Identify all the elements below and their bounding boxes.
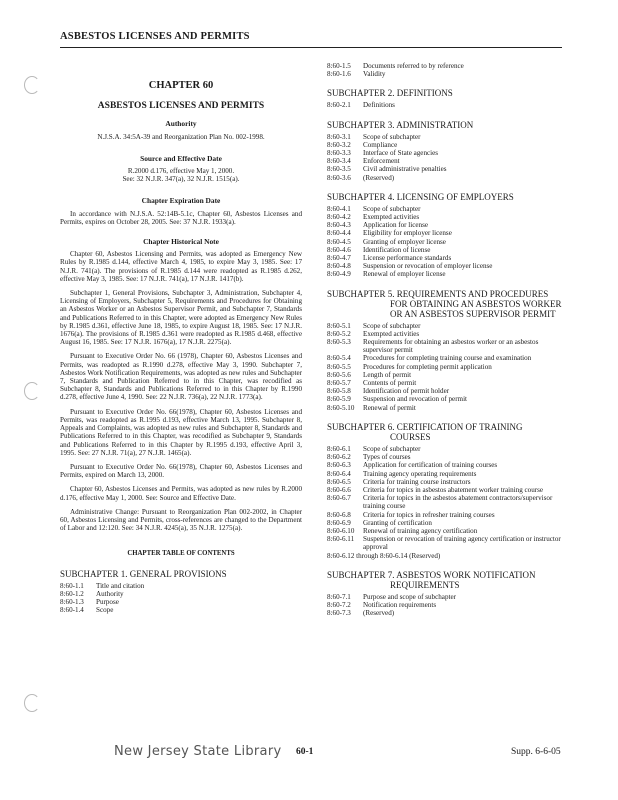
subchapter-3-list <box>327 133 563 182</box>
subchapter-4-list <box>327 205 563 279</box>
toc-entry[interactable]: 8:60-4.9 Renewal of employer license <box>327 270 446 279</box>
toc-entry[interactable]: 8:60-5.3 Requirements for obtaining an asbestos worker or an asbestos supervisor permit <box>327 338 539 355</box>
source-line-2: See: 32 N.J.R. 347(a), 32 N.J.R. 1515(a). <box>122 175 240 184</box>
toc-entry[interactable]: 8:60-3.2 Compliance <box>327 140 398 149</box>
history-paragraph: Chapter 60, Asbestos Licenses and Permits, was adopted as new rules by R.2000 d.176, effective May 1, 2000. See: Source and Effective Date. <box>60 485 302 502</box>
subchapter-2-heading: SUBCHAPTER 2. DEFINITIONS <box>327 88 453 99</box>
toc-entry[interactable]: 8:60-7.2 Notification requirements <box>327 600 437 609</box>
punch-hole-bottom <box>24 694 40 712</box>
toc-entry[interactable]: 8:60-4.2 Exempted activities <box>327 213 420 222</box>
toc-entry[interactable]: 8:60-6.9 Granting of certification <box>327 518 432 527</box>
toc-entry[interactable]: 8:60-6.3 Application for certification of training courses <box>327 461 498 470</box>
toc-entry[interactable]: 8:60-4.1 Scope of subchapter <box>327 204 421 213</box>
toc-entry[interactable]: 8:60-5.2 Exempted activities <box>327 329 420 338</box>
history-paragraph: Subchapter 1, General Provisions, Subchapter 3, Administration, Subchapter 4, Licensing of Employers, Subchapter 5, Requirements and Procedures for Obtaining an Asbestos Worker or an Asbestos Supervisor Permit, and Subchapter 7, Standards and Publications Referred to in this Chapter, were adopted as Emergency New Rules by R.1985 d.361, effective June 18, 1985, to expire August 18, 1985. See: 17 N.J.R. 1676(a). The provisions of R.1985 d.361 were readopted as R.1985 d.468, effective August 16, 1985. See: 17 N.J.R. 1676(a), 17 N.J.R. 2275(a). <box>60 289 302 347</box>
toc-entry[interactable]: 8:60-2.1 Definitions <box>327 101 395 110</box>
toc-entry[interactable]: 8:60-6.10 Renewal of training agency certification <box>327 526 478 535</box>
subchapter-6-heading: SUBCHAPTER 6. CERTIFICATION OF TRAINING COURSES <box>327 421 523 442</box>
subchapter-7-heading: SUBCHAPTER 7. ASBESTOS WORK NOTIFICATION REQUIREMENTS <box>327 569 536 590</box>
toc-entry[interactable]: 8:60-6.11 Suspension or revocation of training agency certification or instructor approval <box>327 535 561 552</box>
subchapter-1-list <box>60 582 302 615</box>
subchapter-1-list-continued <box>327 62 563 78</box>
toc-entry[interactable]: 8:60-7.3 (Reserved) <box>327 609 395 618</box>
history-heading: Chapter Historical Note <box>143 237 219 247</box>
toc-entry[interactable]: 8:60-5.8 Identification of permit holder <box>327 387 450 396</box>
subchapter-2-list <box>327 101 563 109</box>
chapter-title: ASBESTOS LICENSES AND PERMITS <box>97 101 265 112</box>
toc-entry[interactable]: 8:60-4.5 Granting of employer license <box>327 237 446 246</box>
toc-entry[interactable]: 8:60-3.5 Civil administrative penalties <box>327 165 447 174</box>
toc-entry[interactable]: 8:60-5.5 Procedures for completing permit application <box>327 362 492 371</box>
history-paragraph: Administrative Change: Pursuant to Reorganization Plan 002-2002, in Chapter 60, Asbestos Licensing and Permits, cross-references are changed to the Department of Labor and 12:120. See: 34 N.J.R. 4245(a), 35 N.J.R. 1275(a). <box>60 507 302 533</box>
authority-heading: Authority <box>165 119 197 129</box>
page-number: 60-1 <box>296 747 314 757</box>
toc-entry[interactable]: 8:60-6.8 Criteria for topics in refresher training courses <box>327 510 495 519</box>
subchapter-5-heading: SUBCHAPTER 5. REQUIREMENTS AND PROCEDURES FOR OBTAINING AN ASBESTOS WORKER OR AN ASBESTOS SUPERVISOR PERMIT <box>327 288 562 319</box>
subchapter-5-list <box>327 322 563 412</box>
toc-entry[interactable]: 8:60-4.6 Identification of license <box>327 245 431 254</box>
expiration-heading: Chapter Expiration Date <box>141 196 221 206</box>
supplement-date: Supp. 6-6-05 <box>511 747 561 757</box>
toc-entry[interactable]: 8:60-6.7 Criteria for topics in the asbestos abatement contractors/supervisor training course <box>327 494 553 511</box>
toc-entry[interactable]: 8:60-1.1 Title and citation <box>60 581 145 590</box>
subchapter-3-heading: SUBCHAPTER 3. ADMINISTRATION <box>327 119 474 130</box>
source-heading: Source and Effective Date <box>140 153 222 163</box>
toc-entry[interactable]: 8:60-3.1 Scope of subchapter <box>327 132 421 141</box>
toc-entry[interactable]: 8:60-3.6 (Reserved) <box>327 173 395 182</box>
toc-entry[interactable]: 8:60-5.9 Suspension and revocation of permit <box>327 395 468 404</box>
history-paragraph: Pursuant to Executive Order No. 66(1978), Chapter 60, Asbestos Licenses and Permits, was readopted as R.1995 d.193, effective March 13, 1995. Subchapter 8, Appeals and Complaints, was adopted as new rules and Subchapter 8, Standards and Publications Referred to in this Chapter, was recodified as Subchapter 9, Standards and Publications Referred to in this Chapter by R.1995 d.193, effective April 3, 1995. See: 27 N.J.R. 71(a), 27 N.J.R. 1465(a). <box>60 407 302 457</box>
toc-entry-reserved[interactable]: 8:60-6.12 through 8:60-6.14 (Reserved) <box>327 551 441 560</box>
toc-entry[interactable]: 8:60-5.4 Procedures for completing training course and examination <box>327 354 532 363</box>
toc-entry[interactable]: 8:60-3.3 Interface of State agencies <box>327 149 439 158</box>
toc-entry[interactable]: 8:60-1.6 Validity <box>327 70 386 79</box>
toc-entry[interactable]: 8:60-6.2 Types of courses <box>327 453 411 462</box>
toc-entry[interactable]: 8:60-4.8 Suspension or revocation of employer license <box>327 262 493 271</box>
subchapter-6-list <box>327 445 563 560</box>
toc-entry[interactable]: 8:60-1.2 Authority <box>60 589 124 598</box>
history-paragraph: Chapter 60, Asbestos Licensing and Permits, was adopted as Emergency New Rules by R.1985 d.144, effective March 4, 1985, to expire May 3, 1985. See: 17 N.J.R. 741(a). The provisions of R.1985 d.144 were readopted as R.1985 d.262, effective May 3, 1985. See: 17 N.J.R. 741(a), 17 N.J.R. 1417(b). <box>60 250 302 283</box>
toc-entry[interactable]: 8:60-4.4 Eligibility for employer license <box>327 229 452 238</box>
toc-entry[interactable]: 8:60-3.4 Enforcement <box>327 157 400 166</box>
source-line-1: R.2000 d.176, effective May 1, 2000. <box>127 167 235 176</box>
history-paragraph: Pursuant to Executive Order No. 66 (1978), Chapter 60, Asbestos Licenses and Permits, was readopted as R.1990 d.278, effective May 3, 1990. Subchapter 7, Asbestos Work Notification Requirements, was adopted as new rules and Subchapter 7, Standards and Publication Referred to in this Chapter, was recodified as Subchapter 8, Standards and Publications Referred to in this Chapter by R.1990 d.278, effective June 4, 1990. See: 22 N.J.R. 736(a), 22 N.J.R. 1773(a). <box>60 352 302 402</box>
toc-entry[interactable]: 8:60-6.1 Scope of subchapter <box>327 444 421 453</box>
toc-entry[interactable]: 8:60-5.6 Length of permit <box>327 370 412 379</box>
header-rule <box>60 47 562 48</box>
running-head: ASBESTOS LICENSES AND PERMITS <box>60 31 250 42</box>
toc-heading: CHAPTER TABLE OF CONTENTS <box>127 550 235 558</box>
authority-text: N.J.S.A. 34:5A-39 and Reorganization Plan No. 002-1998. <box>97 132 265 141</box>
toc-entry[interactable]: 8:60-6.5 Criteria for training course instructors <box>327 477 471 486</box>
expiration-text: In accordance with N.J.S.A. 52:14B-5.1c, Chapter 60, Asbestos Licenses and Permits, expires on October 28, 2005. See: 37 N.J.R. 1933(a). <box>60 209 302 226</box>
left-column <box>60 62 302 624</box>
toc-entry[interactable]: 8:60-7.1 Purpose and scope of subchapter <box>327 592 456 601</box>
punch-hole-middle <box>24 382 40 400</box>
toc-entry[interactable]: 8:60-6.4 Training agency operating requirements <box>327 469 477 478</box>
toc-entry[interactable]: 8:60-6.6 Criteria for topics in asbestos abatement worker training course <box>327 485 544 494</box>
punch-hole-top <box>24 76 40 94</box>
library-watermark: New Jersey State Library <box>114 744 282 759</box>
subchapter-7-list <box>327 593 563 618</box>
subchapter-1-heading: SUBCHAPTER 1. GENERAL PROVISIONS <box>60 568 227 579</box>
subchapter-4-heading: SUBCHAPTER 4. LICENSING OF EMPLOYERS <box>327 191 514 202</box>
toc-entry[interactable]: 8:60-1.4 Scope <box>60 606 114 615</box>
toc-entry[interactable]: 8:60-4.3 Application for license <box>327 221 429 230</box>
history-paragraph: Pursuant to Executive Order No. 66(1978), Chapter 60, Asbestos Licenses and Permits, expired on March 13, 2000. <box>60 462 302 480</box>
toc-entry[interactable]: 8:60-5.10 Renewal of permit <box>327 403 416 412</box>
toc-entry[interactable]: 8:60-5.1 Scope of subchapter <box>327 321 421 330</box>
toc-entry[interactable]: 8:60-5.7 Contents of permit <box>327 379 417 388</box>
chapter-number: CHAPTER 60 <box>148 80 214 91</box>
toc-entry[interactable]: 8:60-4.7 License performance standards <box>327 254 452 263</box>
right-column <box>327 62 563 627</box>
toc-entry[interactable]: 8:60-1.3 Purpose <box>60 597 119 606</box>
toc-entry[interactable]: 8:60-1.5 Documents referred to by reference <box>327 62 464 70</box>
